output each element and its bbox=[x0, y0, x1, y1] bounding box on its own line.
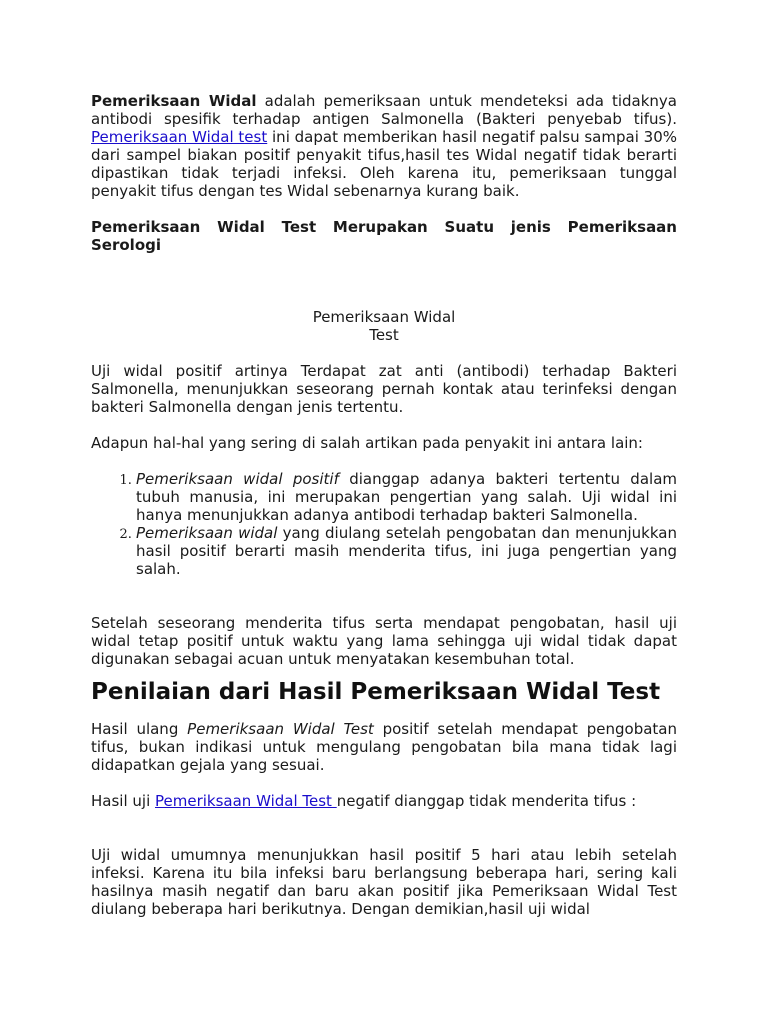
widal-test-link[interactable]: Pemeriksaan Widal test bbox=[91, 128, 268, 146]
list-item-emphasis: Pemeriksaan widal bbox=[136, 524, 278, 542]
misunderstanding-intro: Adapun hal-hal yang sering di salah artikan pada penyakit ini antara lain: bbox=[91, 434, 643, 452]
list-item bbox=[136, 470, 677, 524]
misunderstanding-list bbox=[91, 470, 677, 578]
repeat-paragraph bbox=[91, 720, 677, 774]
negative-text-2: negatif dianggap tidak menderita tifus : bbox=[336, 792, 637, 810]
intro-paragraph bbox=[91, 92, 677, 200]
list-item-text: dianggap adanya bakteri tertentu dalam tubuh manusia, ini merupakan pengertian yang salah. Uji widal ini hanya menunjukkan adanya antibodi terhadap bakteri Salmonella. bbox=[136, 470, 677, 524]
list-item-emphasis: Pemeriksaan widal positif bbox=[136, 470, 339, 488]
after-treatment-paragraph: Setelah seseorang menderita tifus serta mendapat pengobatan, hasil uji widal tetap positif untuk waktu yang lama sehingga uji widal tidak dapat digunakan sebagai acuan untuk menyatakan kesembuhan total. bbox=[91, 614, 677, 668]
repeat-emphasis: Pemeriksaan Widal Test bbox=[187, 720, 374, 738]
repeat-text-1: Hasil ulang bbox=[91, 720, 188, 738]
intro-text-2: ini dapat memberikan hasil negatif palsu sampai 30% dari sampel biakan positif penyakit tifus,hasil tes Widal negatif tidak berarti dipastikan tidak terjadi infeksi. Oleh karena itu, pemeriksaan tunggal penyakit tifus dengan tes Widal sebenarnya kurang baik. bbox=[91, 128, 677, 200]
intro-text-1: adalah pemeriksaan untuk mendeteksi ada tidaknya antibodi spesifik terhadap antigen Salmonella (Bakteri penyebab tifus). bbox=[91, 92, 678, 128]
intro-term: Pemeriksaan Widal bbox=[91, 92, 257, 110]
positive-paragraph: Uji widal positif artinya Terdapat zat anti (antibodi) terhadap Bakteri Salmonella, menunjukkan seseorang pernah kontak atau terinfeksi dengan bakteri Salmonella dengan jenis tertentu. bbox=[91, 362, 677, 416]
negative-text-1: Hasil uji bbox=[91, 792, 155, 810]
list-item bbox=[136, 524, 677, 578]
repeat-text-2: positif setelah mendapat pengobatan tifus, bukan indikasi untuk mengulang pengobatan bila mana tidak lagi didapatkan gejala yang sesuai. bbox=[91, 720, 677, 774]
final-paragraph: Uji widal umumnya menunjukkan hasil positif 5 hari atau lebih setelah infeksi. Karena itu bila infeksi baru berlangsung beberapa hari, sering kali hasilnya masih negatif dan baru akan positif jika Pemeriksaan Widal Test diulang beberapa hari berikutnya. Dengan demikian,hasil uji widal bbox=[91, 846, 677, 918]
widal-test-link-2[interactable]: Pemeriksaan Widal Test bbox=[155, 792, 337, 810]
subheading: Pemeriksaan Widal Test Merupakan Suatu jenis Pemeriksaan Serologi bbox=[91, 218, 677, 254]
image-caption: Pemeriksaan Widal Test bbox=[312, 308, 456, 344]
document-page bbox=[91, 92, 677, 918]
negative-paragraph bbox=[91, 792, 677, 810]
list-item-text: yang diulang setelah pengobatan dan menunjukkan hasil positif berarti masih menderita tifus, ini juga pengertian yang salah. bbox=[136, 524, 677, 578]
section-heading: Penilaian dari Hasil Pemeriksaan Widal Test bbox=[91, 679, 661, 705]
